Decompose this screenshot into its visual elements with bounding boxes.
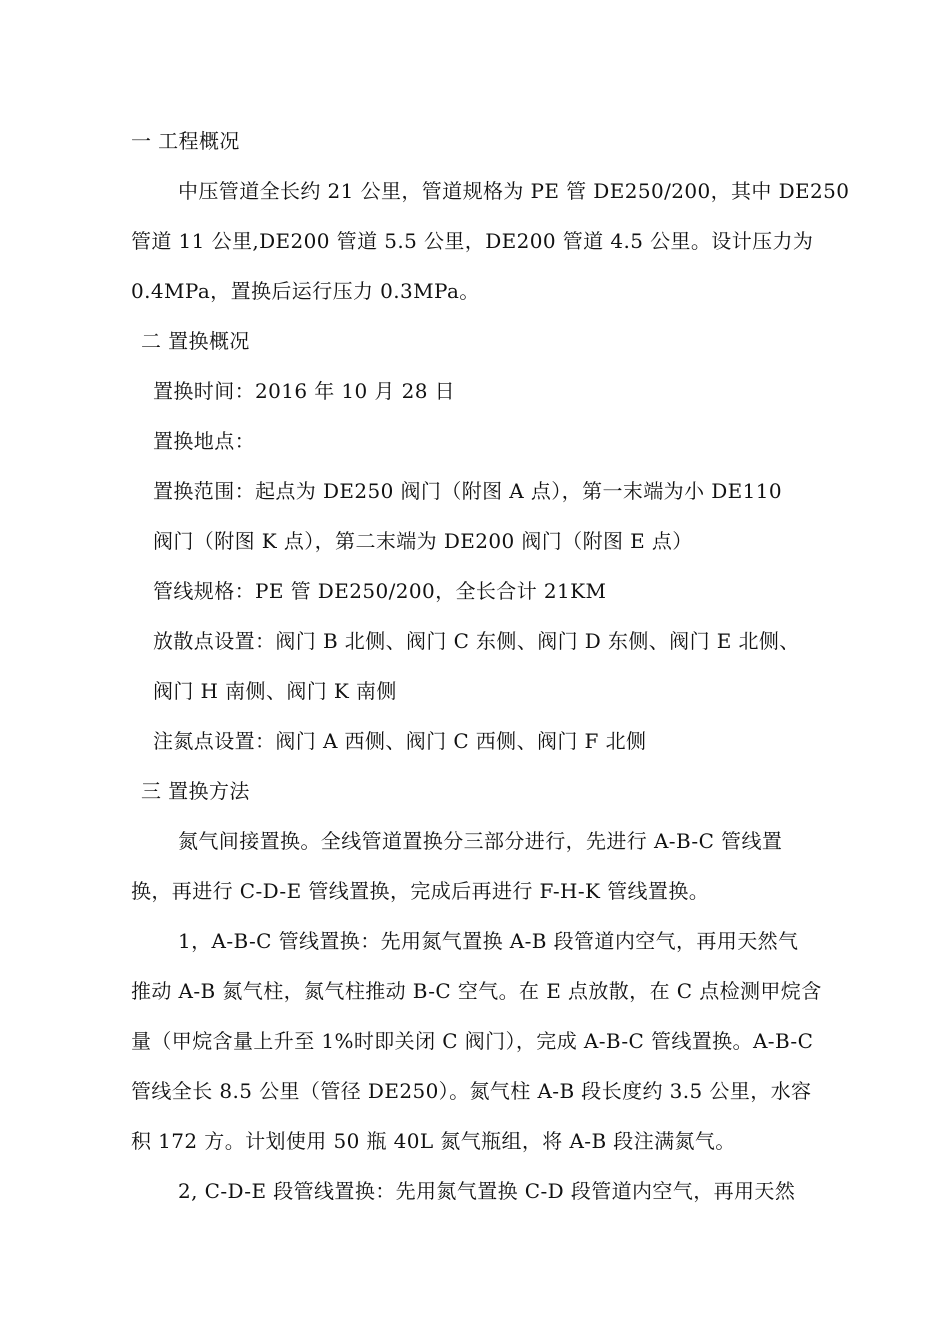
overview-paragraph-line: 0.4MPa，置换后运行压力 0.3MPa。 bbox=[131, 279, 480, 303]
vent-point-line: 阀门 H 南侧、阀门 K 南侧 bbox=[153, 679, 397, 703]
overview-paragraph-line: 中压管道全长约 21 公里，管道规格为 PE 管 DE250/200，其中 DE250 bbox=[178, 179, 850, 203]
step1-line: 管线全长 8.5 公里（管径 DE250）。氮气柱 A-B 段长度约 3.5 公里，水容 bbox=[131, 1079, 812, 1103]
nitrogen-point: 注氮点设置：阀门 A 西侧、阀门 C 西侧、阀门 F 北侧 bbox=[153, 729, 647, 753]
pipeline-spec: 管线规格：PE 管 DE250/200，全长合计 21KM bbox=[153, 579, 607, 603]
section-heading-replacement-method: 三 置换方法 bbox=[141, 779, 250, 803]
section-heading-replacement-overview: 二 置换概况 bbox=[141, 329, 250, 353]
replacement-location: 置换地点： bbox=[153, 429, 255, 453]
step2-line: 2, C-D-E 段管线置换：先用氮气置换 C-D 段管道内空气，再用天然 bbox=[178, 1179, 796, 1203]
replacement-range-line: 置换范围：起点为 DE250 阀门（附图 A 点），第一末端为小 DE110 bbox=[153, 479, 783, 503]
step1-line: 1，A-B-C 管线置换：先用氮气置换 A-B 段管道内空气，再用天然气 bbox=[178, 929, 799, 953]
step1-line: 积 172 方。计划使用 50 瓶 40L 氮气瓶组，将 A-B 段注满氮气。 bbox=[131, 1129, 736, 1153]
section-heading-overview: 一 工程概况 bbox=[131, 129, 240, 153]
step1-line: 量（甲烷含量上升至 1%时即关闭 C 阀门），完成 A-B-C 管线置换。A-B-C bbox=[131, 1029, 814, 1053]
replacement-time: 置换时间：2016 年 10 月 28 日 bbox=[153, 379, 455, 403]
method-intro-line: 氮气间接置换。全线管道置换分三部分进行，先进行 A-B-C 管线置 bbox=[178, 829, 783, 853]
overview-paragraph-line: 管道 11 公里,DE200 管道 5.5 公里，DE200 管道 4.5 公里。设计压力为 bbox=[131, 229, 814, 253]
replacement-range-line: 阀门（附图 K 点），第二末端为 DE200 阀门（附图 E 点） bbox=[153, 529, 693, 553]
vent-point-line: 放散点设置：阀门 B 北侧、阀门 C 东侧、阀门 D 东侧、阀门 E 北侧、 bbox=[153, 629, 800, 653]
method-intro-line: 换，再进行 C-D-E 管线置换，完成后再进行 F-H-K 管线置换。 bbox=[131, 879, 710, 903]
step1-line: 推动 A-B 氮气柱，氮气柱推动 B-C 空气。在 E 点放散，在 C 点检测甲烷含 bbox=[131, 979, 822, 1003]
